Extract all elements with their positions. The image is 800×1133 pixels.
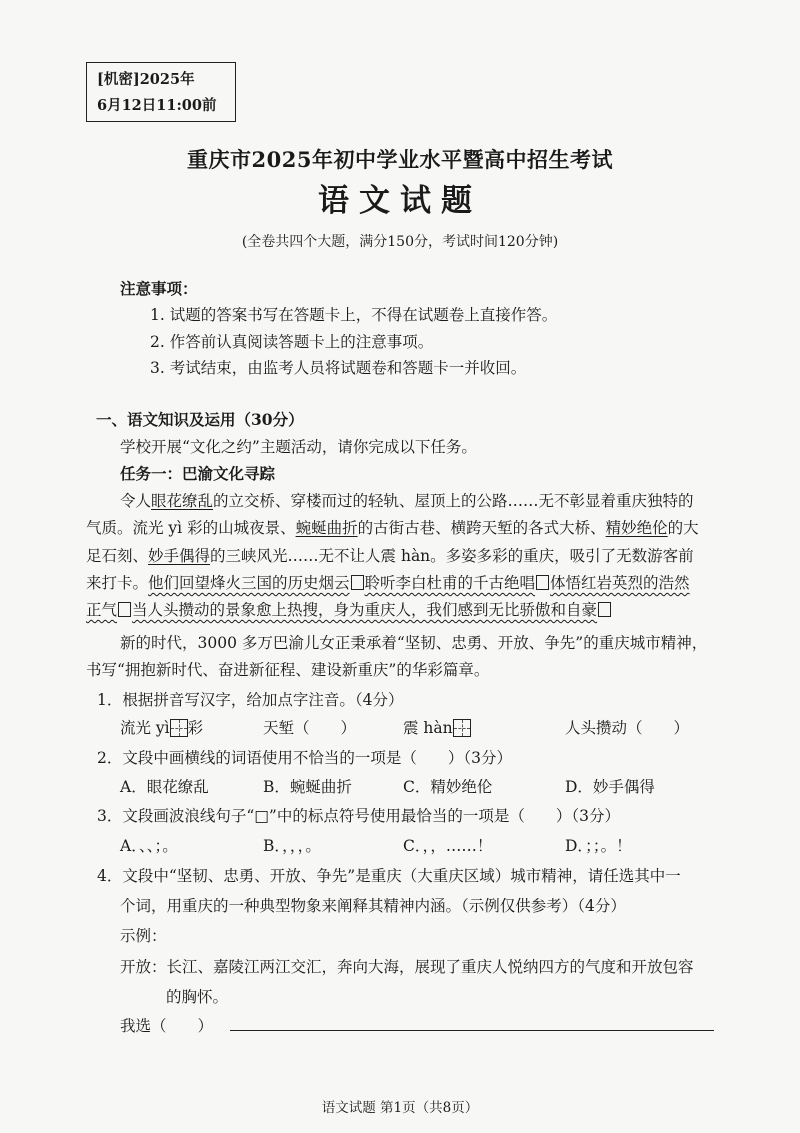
q3-option-a[interactable]: A．、、；。 (120, 837, 178, 855)
passage-text: 足石刻、 (86, 547, 149, 565)
writing-box-icon[interactable] (170, 719, 188, 737)
blank-box-icon (351, 575, 364, 590)
q1-item-a (120, 718, 203, 738)
section-intro: 学校开展“文化之约”主题活动，请你完成以下任务。 (120, 438, 477, 456)
q1-item-c (403, 718, 471, 738)
note-item-3: 3. 考试结束，由监考人员将试题卷和答题卡一并收回。 (150, 359, 527, 377)
q2-option-c[interactable]: C．精妙绝伦 (403, 778, 493, 796)
passage-text: 的古街古巷、横跨天 (357, 519, 498, 537)
underlined-word-d: 妙手偶得 (148, 547, 211, 565)
passage-2-line-1: 新的时代，3000 多万巴渝儿女正秉承着“坚韧、忠勇、开放、争先”的重庆城市精神， (120, 634, 708, 652)
q3-option-b[interactable]: B．，，，。 (263, 837, 321, 855)
dotted-character: 堑 (497, 519, 513, 537)
choose-label: 我选（ ） (120, 1017, 214, 1035)
confidential-line-1: [机密]2025年 (97, 71, 195, 88)
q1-text: 彩 (187, 719, 204, 737)
passage-text: 气质。流光 yì 彩的山城夜景、 (86, 519, 296, 537)
passage-2-line-2: 书写“拥抱新时代、奋进新征程、建设新重庆”的华彩篇章。 (86, 661, 490, 679)
wavy-text: 他们回望烽火三国的历史烟云 (148, 574, 350, 592)
writing-box-icon[interactable] (453, 719, 471, 737)
exam-info: (全卷共四个大题，满分150分，考试时间120分钟) (241, 234, 559, 250)
q1-pinyin: 流光 yì (120, 719, 170, 737)
passage-text: 的立交桥、穿楼而过的轻轨、屋顶上的公路……无不彰显着重庆独特的 (213, 492, 694, 510)
wavy-text: 聆听李白杜甫的千古绝唱 (364, 574, 536, 592)
q1-pinyin: 震 hàn (403, 719, 453, 737)
wavy-text: 正气 (86, 601, 118, 619)
passage-text: 令人 (120, 492, 152, 510)
underlined-word-c: 精妙绝伦 (605, 519, 668, 537)
q1-item-d: 人头攒动（ ） (565, 719, 690, 737)
question-1: 1．根据拼音写汉字，给加点字注音。（4分） (97, 691, 404, 709)
note-item-1: 1. 试题的答案书写在答题卡上，不得在试题卷上直接作答。 (150, 306, 558, 324)
blank-box-icon (598, 602, 611, 617)
q1-item-b: 天堑（ ） (263, 719, 357, 737)
passage-line-1 (120, 491, 694, 511)
notes-heading: 注意事项： (120, 279, 198, 298)
task-heading: 任务一：巴渝文化寻踪 (120, 464, 276, 483)
passage-line-5 (86, 600, 612, 620)
passage-line-3 (86, 546, 694, 566)
passage-text: 来打卡。 (86, 574, 149, 592)
answer-line[interactable] (230, 1030, 714, 1031)
underlined-word-b: 蜿蜒曲折 (295, 519, 358, 537)
section-heading: 一、语文知识及运用（30分） (96, 410, 304, 429)
blank-box-icon (536, 575, 549, 590)
question-4-line-2: 个词，用重庆的一种典型物象来阐释其精神内涵。（示例仅供参考）（4分） (120, 897, 626, 915)
passage-text: 的各式大桥、 (512, 519, 606, 537)
wavy-text: 当人头攒动的景象愈上热搜，身为重庆人，我们感到无比骄傲和自豪 (132, 601, 598, 619)
page-footer: 语文试题 第1页（共8页） (321, 1100, 479, 1116)
note-item-2: 2. 作答前认真阅读答题卡上的注意事项。 (150, 333, 434, 351)
q3-option-d[interactable]: D．；；。！ (565, 837, 632, 855)
q2-option-d[interactable]: D．妙手偶得 (565, 778, 655, 796)
exam-title: 重庆市2025年初中学业水平暨高中招生考试 (187, 147, 613, 172)
blank-box-icon (118, 602, 131, 617)
subject-title: 语文试题 (318, 183, 482, 219)
example-line-1: 开放：长江、嘉陵江两江交汇，奔向大海，展现了重庆人悦纳四方的气度和开放包容 (120, 958, 694, 976)
q2-option-a[interactable]: A．眼花缭乱 (120, 778, 209, 796)
underlined-word-a: 眼花缭乱 (151, 492, 214, 510)
q2-option-b[interactable]: B．蜿蜒曲折 (263, 778, 352, 796)
q3-option-c[interactable]: C．，，……！ (403, 837, 493, 855)
passage-line-2 (86, 518, 699, 538)
example-line-2: 的胸怀。 (166, 988, 229, 1006)
example-label: 示例： (120, 927, 167, 945)
wavy-text: 体悟红岩英烈的浩然 (550, 574, 690, 592)
question-3: 3．文段画波浪线句子“□”中的标点符号使用最恰当的一项是（ ）（3分） (97, 807, 620, 825)
passage-line-4 (86, 573, 690, 593)
passage-text: 的大 (667, 519, 699, 537)
question-2: 2．文段中画横线的词语使用不恰当的一项是（ ）（3分） (97, 749, 512, 767)
question-4-line-1: 4．文段中“坚韧、忠勇、开放、争先”是重庆（大重庆区域）城市精神，请任选其中一 (97, 867, 681, 885)
confidential-line-2: 6月12日11:00前 (97, 97, 217, 114)
passage-text: 的三峡风光……无不让人震 hàn。多姿多彩的重庆，吸引了无数游客前 (210, 547, 694, 565)
confidential-box (86, 62, 236, 122)
